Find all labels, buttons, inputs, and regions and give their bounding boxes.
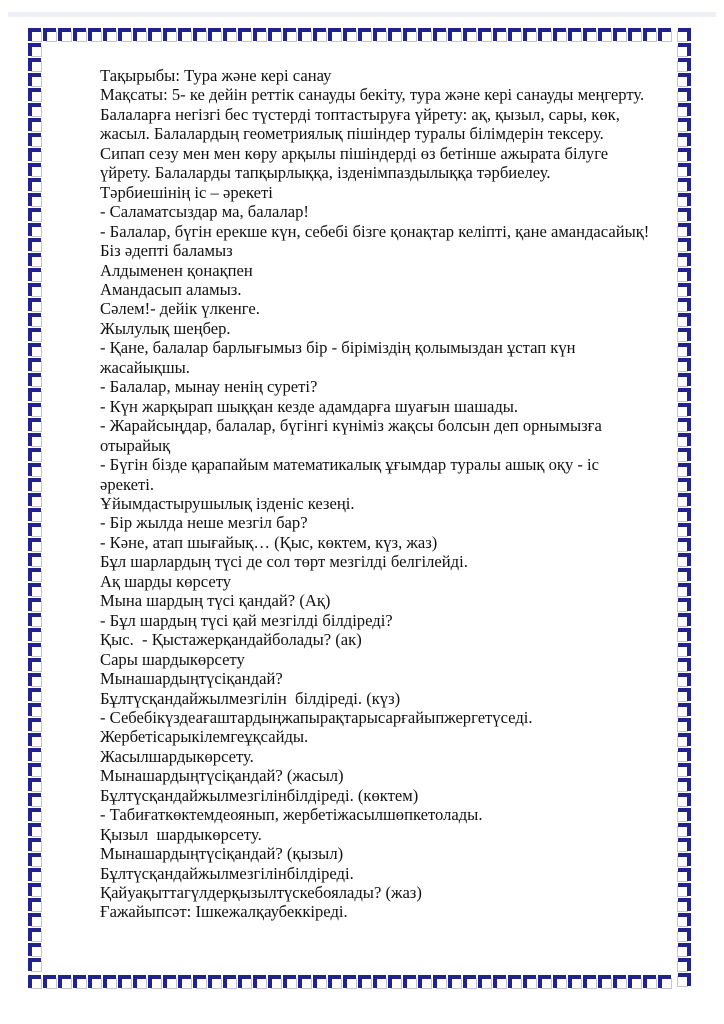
border-bracket-icon <box>493 28 508 43</box>
border-bracket-icon <box>598 975 613 990</box>
border-bracket-icon <box>343 28 358 43</box>
border-bracket-icon <box>88 975 103 990</box>
border-bracket-icon <box>358 975 373 990</box>
text-line: Мына шардың түсі қандай? (Ақ) <box>100 591 331 611</box>
border-bracket-icon <box>253 28 268 43</box>
border-bracket-icon <box>28 163 43 178</box>
border-bracket-icon <box>403 975 418 990</box>
border-bracket-icon <box>28 433 43 448</box>
border-bracket-icon <box>676 958 691 973</box>
text-line: - Себебікүздеағаштардыңжапырақтарысарғайыпжергетүседі. <box>100 707 533 727</box>
text-block <box>100 66 686 922</box>
border-bracket-icon <box>88 28 103 43</box>
border-bracket-icon <box>28 238 43 253</box>
text-line: Біз әдепті баламыз <box>100 241 233 261</box>
border-bracket-icon <box>208 28 223 43</box>
border-bracket-icon <box>298 28 313 43</box>
border-bracket-icon <box>28 103 43 118</box>
border-bracket-icon <box>523 28 538 43</box>
border-bracket-icon <box>313 975 328 990</box>
border-bracket-icon <box>28 958 43 973</box>
border-bracket-icon <box>28 313 43 328</box>
border-bracket-icon <box>238 28 253 43</box>
border-bracket-icon <box>118 975 133 990</box>
text-line: Сары шардыкөрсету <box>100 649 245 669</box>
border-bracket-icon <box>238 975 253 990</box>
border-bracket-icon <box>613 28 628 43</box>
border-bracket-icon <box>28 373 43 388</box>
border-bracket-icon <box>448 975 463 990</box>
border-bottom <box>28 975 673 990</box>
text-line: Қайуақыттагүлдерқызылтүскебоялады? (жаз) <box>100 883 422 903</box>
text-line: Ғажайыпсәт: Ішкежалқаубеккіреді. <box>100 902 348 922</box>
text-line: - Күн жарқырап шыққан кезде адамдарға шуағын шашады. <box>100 396 519 416</box>
border-top <box>28 28 673 43</box>
border-bracket-icon <box>28 43 43 58</box>
border-bracket-icon <box>28 508 43 523</box>
text-line: Қызыл шардыкөрсету. <box>100 824 262 844</box>
border-bracket-icon <box>28 298 43 313</box>
text-line: Ақ шарды көрсету <box>100 571 232 591</box>
text-line: - Балалар, бүгін ерекше күн, себебі бізге қонақтар келіпті, қане амандасайық! <box>100 221 650 241</box>
border-bracket-icon <box>676 943 691 958</box>
border-bracket-icon <box>28 283 43 298</box>
text-line: отырайық <box>100 435 171 455</box>
border-bracket-icon <box>28 388 43 403</box>
border-bracket-icon <box>28 148 43 163</box>
border-bracket-icon <box>28 748 43 763</box>
border-bracket-icon <box>433 975 448 990</box>
text-line: - Бұл шардың түсі қай мезгілді білдіреді? <box>100 610 393 630</box>
border-bracket-icon <box>328 975 343 990</box>
border-bracket-icon <box>28 493 43 508</box>
border-bracket-icon <box>163 975 178 990</box>
border-bracket-icon <box>28 793 43 808</box>
border-bracket-icon <box>568 975 583 990</box>
border-bracket-icon <box>298 975 313 990</box>
text-line: Алдыменен қонақпен <box>100 260 253 280</box>
text-line: Жасылшардыкөрсету. <box>100 746 254 766</box>
border-bracket-icon <box>463 975 478 990</box>
border-bracket-icon <box>28 223 43 238</box>
border-bracket-icon <box>43 28 58 43</box>
text-line: Бұлтүсқандайжылмезгілінбілдіреді. (көктем) <box>100 785 419 805</box>
text-line: - Кәне, атап шығайық… (Қыс, көктем, күз, жаз) <box>100 532 438 552</box>
text-line: Бұл шарлардың түсі де сол төрт мезгілді белгілейді. <box>100 552 468 572</box>
border-bracket-icon <box>658 28 673 43</box>
border-bracket-icon <box>28 118 43 133</box>
border-bracket-icon <box>283 28 298 43</box>
border-bracket-icon <box>313 28 328 43</box>
border-bracket-icon <box>28 58 43 73</box>
border-bracket-icon <box>676 973 691 988</box>
text-line: Сәлем!- дейік үлкенге. <box>100 299 260 319</box>
border-bracket-icon <box>28 838 43 853</box>
border-bracket-icon <box>28 523 43 538</box>
border-bracket-icon <box>508 28 523 43</box>
text-line: Бұлтүсқандайжылмезгілінбілдіреді. <box>100 863 354 883</box>
border-bracket-icon <box>28 253 43 268</box>
text-line: Сипап сезу мен мен көру арқылы пішіндерді өз бетінше ажырата білуге <box>100 143 609 163</box>
border-bracket-icon <box>223 975 238 990</box>
border-bracket-icon <box>28 928 43 943</box>
border-bracket-icon <box>676 28 691 43</box>
text-line: Мынашардыңтүсіқандай? <box>100 669 283 689</box>
border-bracket-icon <box>268 28 283 43</box>
border-bracket-icon <box>28 883 43 898</box>
text-line: Жербетісарыкілемгеұқсайды. <box>100 727 309 747</box>
border-bracket-icon <box>568 28 583 43</box>
border-bracket-icon <box>28 853 43 868</box>
border-bracket-icon <box>103 975 118 990</box>
text-line: Амандасып аламыз. <box>100 279 242 299</box>
border-bracket-icon <box>193 975 208 990</box>
text-line: жасыл. Балалардың геометриялық пішіндер туралы білімдерін тексеру. <box>100 124 604 144</box>
text-line: - Саламатсыздар ма, балалар! <box>100 202 309 222</box>
border-bracket-icon <box>118 28 133 43</box>
text-line: үйрету. Балаларды тапқырлыққа, ізденімпаздылыққа тәрбиелеу. <box>100 163 551 183</box>
text-line: Тақырыбы: Тура және кері санау <box>100 66 332 85</box>
text-line: - Балалар, мынау ненің суреті? <box>100 377 318 397</box>
text-line: - Бір жылда неше мезгіл бар? <box>100 513 308 533</box>
border-bracket-icon <box>28 358 43 373</box>
border-bracket-icon <box>448 28 463 43</box>
border-bracket-icon <box>28 778 43 793</box>
border-bracket-icon <box>28 193 43 208</box>
border-bracket-icon <box>28 88 43 103</box>
border-bracket-icon <box>28 418 43 433</box>
text-line: Жылулық шеңбер. <box>100 318 231 338</box>
border-bracket-icon <box>283 975 298 990</box>
border-left <box>28 43 43 973</box>
border-bracket-icon <box>28 943 43 958</box>
border-bracket-icon <box>676 928 691 943</box>
border-bracket-icon <box>28 688 43 703</box>
text-line: - Жарайсыңдар, балалар, бүгінгі күніміз жақсы болсын деп орнымызға <box>100 416 602 436</box>
border-bracket-icon <box>418 28 433 43</box>
border-bracket-icon <box>28 343 43 358</box>
border-bracket-icon <box>73 975 88 990</box>
border-bracket-icon <box>508 975 523 990</box>
border-bracket-icon <box>28 583 43 598</box>
border-bracket-icon <box>253 975 268 990</box>
border-bracket-icon <box>28 478 43 493</box>
border-bracket-icon <box>388 975 403 990</box>
border-bracket-icon <box>28 718 43 733</box>
border-bracket-icon <box>133 975 148 990</box>
text-line: Ұйымдастырушылық ізденіс кезеңі. <box>100 493 355 513</box>
border-bracket-icon <box>418 975 433 990</box>
border-bracket-icon <box>658 975 673 990</box>
text-line: Мынашардыңтүсіқандай? (жасыл) <box>100 766 344 786</box>
border-bracket-icon <box>43 975 58 990</box>
border-bracket-icon <box>598 28 613 43</box>
border-bracket-icon <box>643 975 658 990</box>
border-bracket-icon <box>523 975 538 990</box>
border-bracket-icon <box>538 28 553 43</box>
border-bracket-icon <box>643 28 658 43</box>
text-line: Қыс. - Қыстажерқандайболады? (ак) <box>100 630 362 650</box>
border-bracket-icon <box>148 28 163 43</box>
border-bracket-icon <box>28 538 43 553</box>
border-bracket-icon <box>28 448 43 463</box>
text-line: - Бүгін бізде қарапайым математикалық ұғымдар туралы ашық оқу - іс <box>100 455 600 475</box>
text-line: Мақсаты: 5- ке дейін реттік санауды бекіту, тура және кері санауды меңгерту. <box>100 85 645 105</box>
border-bracket-icon <box>493 975 508 990</box>
border-bracket-icon <box>28 673 43 688</box>
border-bracket-icon <box>373 975 388 990</box>
border-bracket-icon <box>328 28 343 43</box>
border-bracket-icon <box>28 403 43 418</box>
border-bracket-icon <box>28 808 43 823</box>
border-bracket-icon <box>28 823 43 838</box>
border-bracket-icon <box>538 975 553 990</box>
border-bracket-icon <box>373 28 388 43</box>
border-bracket-icon <box>148 975 163 990</box>
text-line: Тәрбиешінің іс – әрекеті <box>100 182 273 202</box>
border-bracket-icon <box>28 913 43 928</box>
border-bracket-icon <box>268 975 283 990</box>
border-bracket-icon <box>28 763 43 778</box>
border-bracket-icon <box>553 975 568 990</box>
border-bracket-icon <box>28 568 43 583</box>
text-line: әрекеті. <box>100 474 155 494</box>
scan-artifact-line <box>8 12 716 17</box>
text-line: - Қане, балалар барлығымыз бір - біріміздің қолымыздан ұстап күн <box>100 338 576 358</box>
border-bracket-icon <box>28 703 43 718</box>
border-bracket-icon <box>28 643 43 658</box>
border-bracket-icon <box>28 178 43 193</box>
border-bracket-icon <box>58 975 73 990</box>
border-bracket-icon <box>28 28 43 43</box>
border-bracket-icon <box>28 553 43 568</box>
border-bracket-icon <box>478 975 493 990</box>
border-bracket-icon <box>358 28 373 43</box>
border-bracket-icon <box>403 28 418 43</box>
text-line: Бұлтүсқандайжылмезгілін білдіреді. (күз) <box>100 688 401 708</box>
border-bracket-icon <box>433 28 448 43</box>
border-bracket-icon <box>388 28 403 43</box>
border-bracket-icon <box>28 133 43 148</box>
border-bracket-icon <box>58 28 73 43</box>
border-bracket-icon <box>208 975 223 990</box>
border-bracket-icon <box>178 975 193 990</box>
border-bracket-icon <box>28 328 43 343</box>
border-bracket-icon <box>163 28 178 43</box>
border-bracket-icon <box>676 43 691 58</box>
border-bracket-icon <box>28 628 43 643</box>
border-bracket-icon <box>73 28 88 43</box>
text-line: - Табиғаткөктемдеоянып, жербетіжасылшөпкетолады. <box>100 805 483 825</box>
border-bracket-icon <box>628 28 643 43</box>
text-line: жасайықшы. <box>100 357 190 377</box>
border-bracket-icon <box>28 613 43 628</box>
border-bracket-icon <box>28 658 43 673</box>
border-bracket-icon <box>28 975 43 990</box>
border-bracket-icon <box>628 975 643 990</box>
border-bracket-icon <box>343 975 358 990</box>
border-bracket-icon <box>553 28 568 43</box>
border-bracket-icon <box>583 975 598 990</box>
border-bracket-icon <box>178 28 193 43</box>
border-bracket-icon <box>478 28 493 43</box>
border-bracket-icon <box>28 73 43 88</box>
border-bracket-icon <box>133 28 148 43</box>
border-bracket-icon <box>28 268 43 283</box>
border-bracket-icon <box>223 28 238 43</box>
border-bracket-icon <box>463 28 478 43</box>
border-bracket-icon <box>583 28 598 43</box>
border-bracket-icon <box>28 208 43 223</box>
border-bracket-icon <box>28 463 43 478</box>
border-bracket-icon <box>28 733 43 748</box>
border-bracket-icon <box>103 28 118 43</box>
border-bracket-icon <box>193 28 208 43</box>
border-bracket-icon <box>28 898 43 913</box>
border-bracket-icon <box>28 868 43 883</box>
text-line: Мынашардыңтүсіқандай? (қызыл) <box>100 844 344 864</box>
border-bracket-icon <box>613 975 628 990</box>
text-line: Балаларға негізгі бес түстерді топтастыруға үйрету: ақ, қызыл, сары, көк, <box>100 104 620 124</box>
border-bracket-icon <box>28 598 43 613</box>
